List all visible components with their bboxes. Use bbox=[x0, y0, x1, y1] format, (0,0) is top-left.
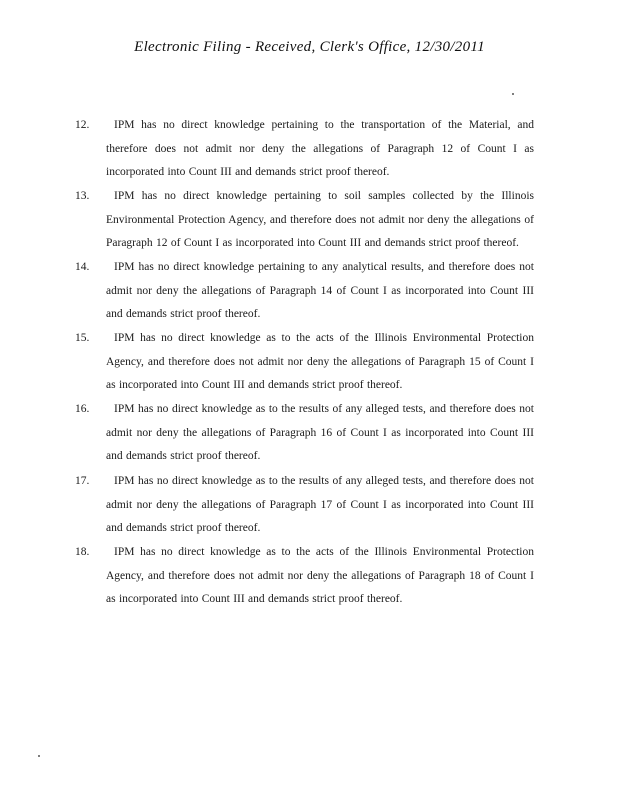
paragraph-number: 13. bbox=[75, 190, 90, 202]
paragraph-text: IPM has no direct knowledge as to the results of any alleged tests, and therefore does not admit nor deny the allegations of Paragraph 16 of Count I as incorporated into Count III and demands strict proof thereof. bbox=[106, 403, 534, 462]
paragraph-number: 12. bbox=[75, 119, 90, 131]
paragraph-text: IPM has no direct knowledge as to the acts of the Illinois Environmental Protection Agency, and therefore does not admit nor deny the allegations of Paragraph 15 of Count I as incorporated into Count III and demands strict proof thereof. bbox=[106, 332, 534, 391]
scan-speck bbox=[38, 755, 40, 757]
paragraph-number: 15. bbox=[75, 332, 90, 344]
paragraph-text: IPM has no direct knowledge pertaining to soil samples collected by the Illinois Environmental Protection Agency, and therefore does not admit nor deny the allegations of Paragraph 12 of Count I as incorporated into Count III and demands strict proof thereof. bbox=[106, 190, 534, 249]
paragraph-text: IPM has no direct knowledge as to the acts of the Illinois Environmental Protection Agency, and therefore does not admit nor deny the allegations of Paragraph 18 of Count I as incorporated into Count III and demands strict proof thereof. bbox=[106, 546, 534, 605]
paragraph-number: 14. bbox=[75, 261, 90, 273]
paragraph-text: IPM has no direct knowledge as to the results of any alleged tests, and therefore does not admit nor deny the allegations of Paragraph 17 of Count I as incorporated into Count III and demands strict proof thereof. bbox=[106, 475, 534, 534]
filing-stamp-header: Electronic Filing - Received, Clerk's Office, 12/30/2011 bbox=[134, 39, 485, 55]
paragraph-number: 18. bbox=[75, 546, 90, 558]
paragraph-number: 17. bbox=[75, 475, 90, 487]
paragraph-number: 16. bbox=[75, 403, 90, 415]
paragraph-text: IPM has no direct knowledge pertaining to any analytical results, and therefore does not admit nor deny the allegations of Paragraph 14 of Count I as incorporated into Count III and demands strict proof thereof. bbox=[106, 261, 534, 320]
scan-speck bbox=[512, 93, 514, 95]
paragraph-text: IPM has no direct knowledge pertaining to the transportation of the Material, and therefore does not admit nor deny the allegations of Paragraph 12 of Count I as incorporated into Count III and demands strict proof thereof. bbox=[106, 119, 534, 178]
